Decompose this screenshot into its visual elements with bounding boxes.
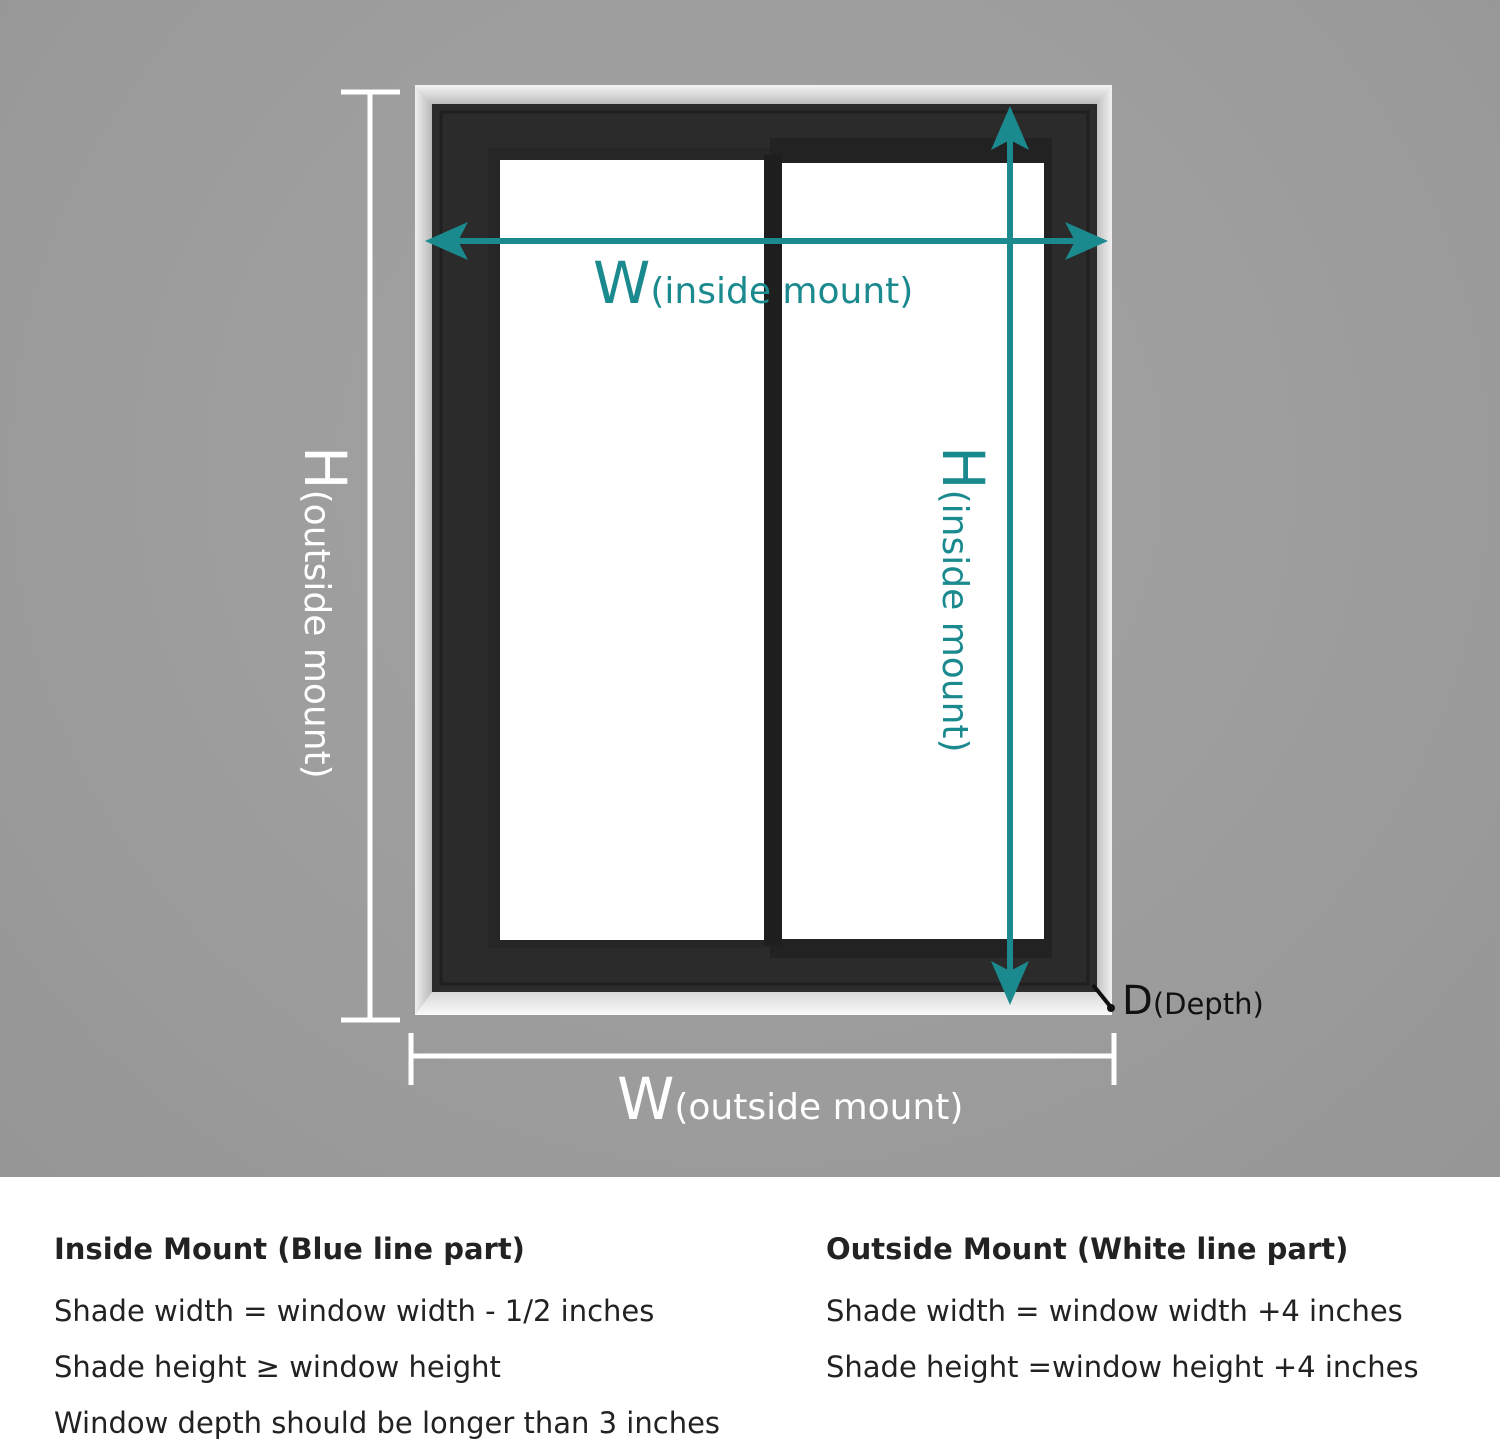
depth-label: [1122, 978, 1264, 1024]
mount-instructions: [0, 1177, 1500, 1438]
inside-shade-width-rule: Shade width = window width - 1/2 inches: [54, 1294, 655, 1328]
h-outside-letter: H: [291, 446, 359, 490]
w-inside-letter: W: [593, 249, 651, 317]
h-inside-mount-label: [929, 446, 997, 753]
w-outside-text: (outside mount): [674, 1087, 964, 1128]
inside-mount-instructions: [54, 1227, 720, 1451]
h-outside-mount-label: [291, 446, 359, 779]
w-inside-text: (inside mount): [650, 271, 914, 312]
w-inside-mount-label: [593, 249, 914, 317]
inside-shade-height-rule: Shade height ≥ window height: [54, 1350, 501, 1384]
outside-shade-width-rule: Shade width = window width +4 inches: [826, 1294, 1403, 1328]
depth-letter: D: [1122, 978, 1153, 1024]
h-inside-text: (inside mount): [934, 489, 975, 753]
inside-window-depth-rule: Window depth should be longer than 3 inches: [54, 1406, 721, 1440]
h-outside-text: (outside mount): [296, 489, 337, 779]
depth-text: (Depth): [1152, 987, 1264, 1021]
w-outside-letter: W: [617, 1065, 675, 1133]
outside-mount-instructions: [826, 1227, 1419, 1395]
outside-shade-height-rule: Shade height =window height +4 inches: [826, 1350, 1419, 1384]
outside-mount-title: Outside Mount (White line part): [826, 1232, 1349, 1266]
inside-mount-title: Inside Mount (Blue line part): [54, 1232, 525, 1266]
h-inside-letter: H: [929, 446, 997, 490]
w-outside-mount-label: [617, 1065, 964, 1133]
